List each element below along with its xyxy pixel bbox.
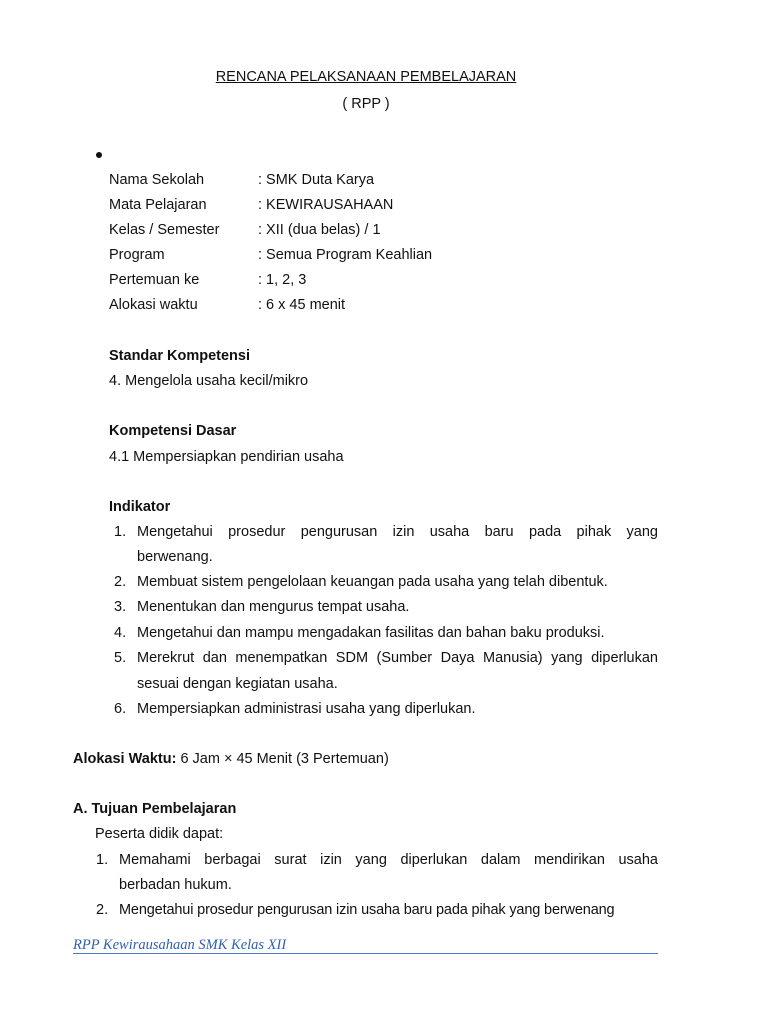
- list-item: Merekrut dan menempatkan SDM (Sumber Daya Manusia) yang diperlukan: [137, 650, 658, 666]
- bullet-icon: [96, 152, 102, 158]
- list-item: Mengetahui prosedur pengurusan izin usaha baru pada pihak yang berwenang: [119, 902, 615, 918]
- tujuan-intro: Peserta didik dapat:: [95, 826, 224, 842]
- list-number: 6.: [114, 701, 127, 717]
- standar-heading: Standar Kompetensi: [109, 348, 250, 364]
- list-number: 2.: [114, 574, 127, 590]
- identity-label: Alokasi waktu: [109, 297, 198, 313]
- identity-label: Kelas / Semester: [109, 222, 220, 238]
- list-number: 1.: [96, 852, 109, 868]
- identity-label: Mata Pelajaran: [109, 197, 207, 213]
- list-number: 5.: [114, 650, 127, 666]
- list-item: Mempersiapkan administrasi usaha yang diperlukan.: [137, 701, 476, 717]
- alokasi-value: 6 Jam × 45 Menit (3 Pertemuan): [180, 751, 389, 767]
- list-item: Menentukan dan mengurus tempat usaha.: [137, 599, 410, 615]
- standar-text: 4. Mengelola usaha kecil/mikro: [109, 373, 309, 389]
- list-number: 2.: [96, 902, 109, 918]
- identity-label: Program: [109, 247, 165, 263]
- list-number: 3.: [114, 599, 127, 615]
- list-item: Mengetahui dan mampu mengadakan fasilitas dan bahan baku produksi.: [137, 625, 605, 641]
- page-footer: RPP Kewirausahaan SMK Kelas XII: [73, 937, 287, 953]
- tujuan-heading: A. Tujuan Pembelajaran: [73, 801, 237, 817]
- identity-value: : KEWIRAUSAHAAN: [258, 197, 394, 213]
- footer-divider: [73, 953, 658, 954]
- list-item-continuation: berbadan hukum.: [119, 877, 232, 893]
- document-subtitle: ( RPP ): [342, 96, 390, 112]
- identity-label: Pertemuan ke: [109, 272, 200, 288]
- identity-value: : XII (dua belas) / 1: [258, 222, 381, 238]
- identity-value: : SMK Duta Karya: [258, 172, 375, 188]
- alokasi-line: [73, 750, 389, 768]
- alokasi-label: Alokasi Waktu:: [73, 751, 177, 767]
- identity-label: Nama Sekolah: [109, 172, 205, 188]
- kompetensi-heading: Kompetensi Dasar: [109, 423, 237, 439]
- list-item-continuation: sesuai dengan kegiatan usaha.: [137, 676, 338, 692]
- list-item: Mengetahui prosedur pengurusan izin usaha baru pada pihak yang: [137, 524, 658, 540]
- document-title: RENCANA PELAKSANAAN PEMBELAJARAN: [215, 69, 517, 85]
- identity-value: : 6 x 45 menit: [258, 297, 346, 313]
- list-number: 4.: [114, 625, 127, 641]
- kompetensi-text: 4.1 Mempersiapkan pendirian usaha: [109, 449, 344, 465]
- identity-value: : Semua Program Keahlian: [258, 247, 433, 263]
- list-item: Membuat sistem pengelolaan keuangan pada usaha yang telah dibentuk.: [137, 574, 608, 590]
- list-item-continuation: berwenang.: [137, 549, 213, 565]
- indikator-heading: Indikator: [109, 499, 171, 515]
- identity-value: : 1, 2, 3: [258, 272, 307, 288]
- list-item: Memahami berbagai surat izin yang diperlukan dalam mendirikan usaha: [119, 852, 658, 868]
- list-number: 1.: [114, 524, 127, 540]
